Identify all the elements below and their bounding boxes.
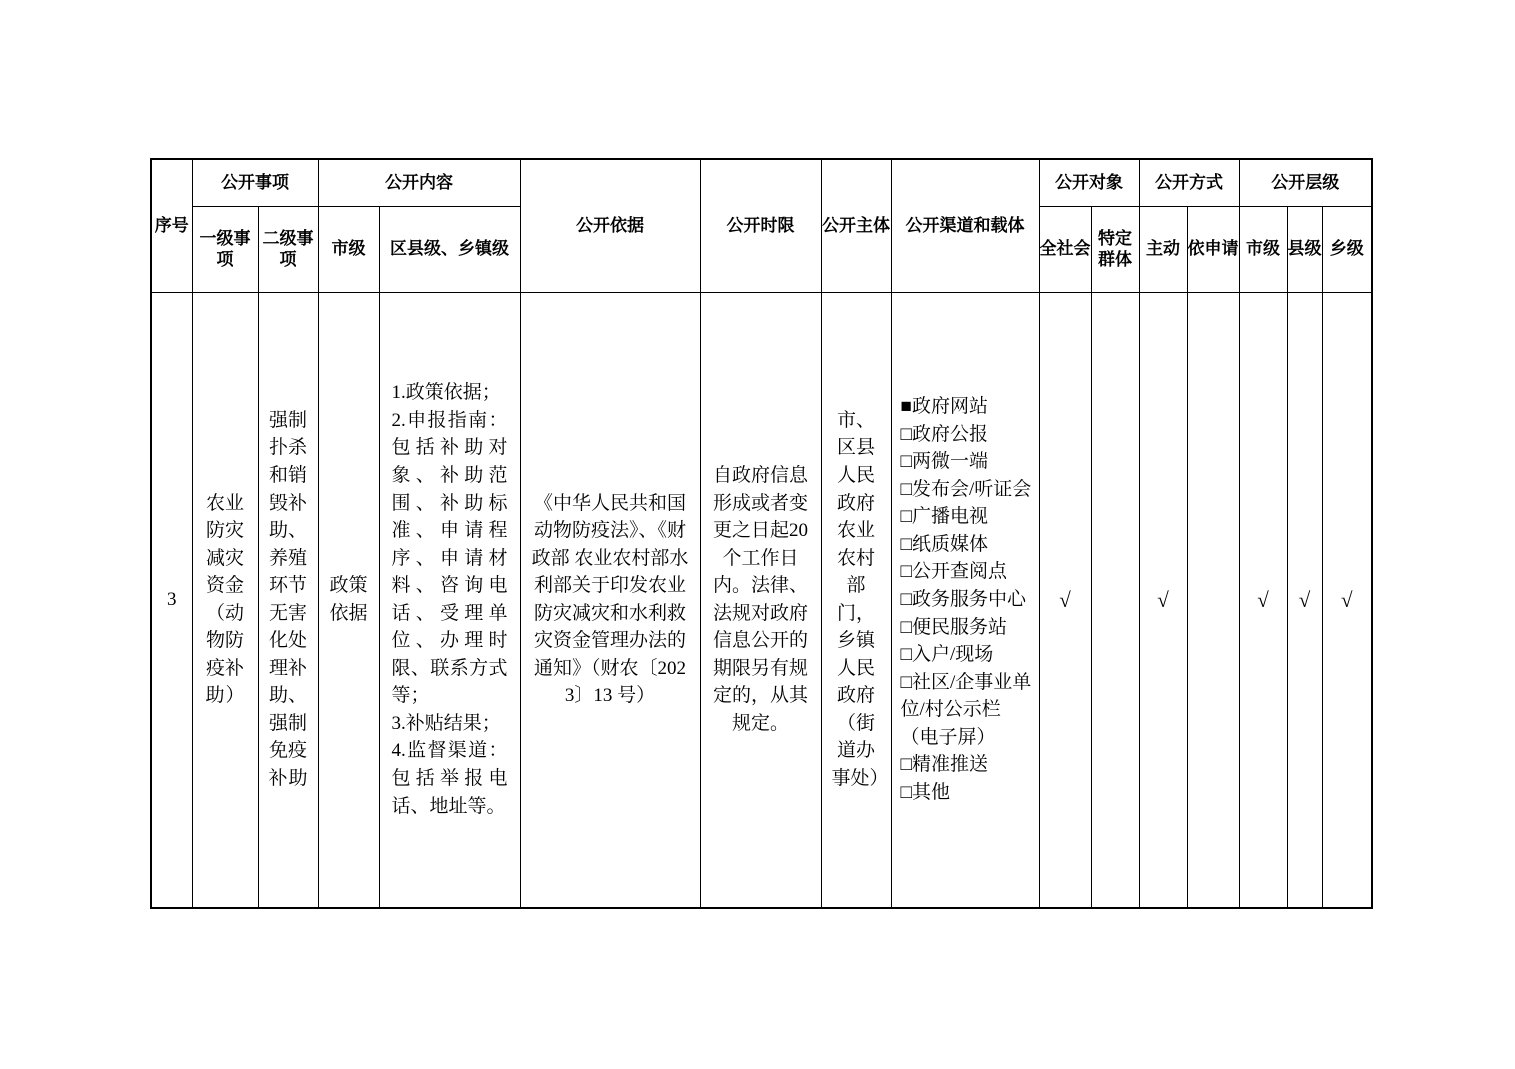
header-levels: 公开层级 bbox=[1239, 159, 1372, 206]
cell-mark-township: √ bbox=[1322, 292, 1372, 908]
channel-label: 政府公报 bbox=[911, 423, 988, 445]
header-serial: 序号 bbox=[151, 159, 192, 292]
channel-item bbox=[901, 751, 1034, 779]
channel-item bbox=[901, 586, 1034, 614]
checkbox-unchecked-icon: □ bbox=[900, 588, 912, 610]
checkbox-unchecked-icon: □ bbox=[900, 533, 912, 555]
cell-mark-county: √ bbox=[1287, 292, 1322, 908]
cell-channels bbox=[891, 292, 1039, 908]
header-disclosure-items: 公开事项 bbox=[192, 159, 318, 206]
channel-label: 两微一端 bbox=[911, 451, 988, 473]
checkbox-unchecked-icon: □ bbox=[900, 561, 912, 583]
channel-item bbox=[901, 531, 1034, 559]
cell-mark-whole-society: √ bbox=[1039, 292, 1091, 908]
channel-item bbox=[901, 393, 1034, 421]
channel-item bbox=[901, 421, 1034, 449]
channel-item bbox=[901, 476, 1034, 504]
header-specific-groups: 特定群体 bbox=[1091, 206, 1139, 292]
channel-label: 发布会/听证会 bbox=[911, 478, 1032, 500]
header-method: 公开方式 bbox=[1139, 159, 1239, 206]
header-proactive: 主动 bbox=[1139, 206, 1187, 292]
header-targets: 公开对象 bbox=[1039, 159, 1139, 206]
cell-mark-upon-request bbox=[1187, 292, 1239, 908]
checkbox-unchecked-icon: □ bbox=[900, 781, 912, 803]
header-disclosure-basis: 公开依据 bbox=[520, 159, 700, 292]
checkbox-unchecked-icon: □ bbox=[900, 451, 912, 473]
cell-level1-item: 农业防灾减灾资金（动物防疫补助） bbox=[192, 292, 258, 908]
channel-label: 公开查阅点 bbox=[911, 561, 1007, 583]
cell-mark-city: √ bbox=[1239, 292, 1287, 908]
channel-label: 社区/企事业单位/村公示栏（电子屏） bbox=[900, 671, 1032, 748]
district-content-paragraph: 3.补贴结果； bbox=[391, 712, 501, 734]
checkbox-unchecked-icon: □ bbox=[900, 478, 912, 500]
channel-label: 政府网站 bbox=[911, 396, 988, 418]
channel-label: 其他 bbox=[911, 781, 950, 803]
channel-label: 精准推送 bbox=[911, 754, 988, 776]
checkbox-unchecked-icon: □ bbox=[900, 506, 912, 528]
disclosure-table bbox=[150, 158, 1373, 909]
channel-label: 便民服务站 bbox=[911, 616, 1007, 638]
header-whole-society: 全社会 bbox=[1039, 206, 1091, 292]
header-city-level: 市级 bbox=[318, 206, 379, 292]
channel-item bbox=[901, 448, 1034, 476]
header-level2-item: 二级事项 bbox=[258, 206, 318, 292]
channel-item bbox=[901, 614, 1034, 642]
cell-mark-proactive: √ bbox=[1139, 292, 1187, 908]
channel-label: 政务服务中心 bbox=[911, 588, 1026, 610]
cell-basis: 《中华人民共和国动物防疫法》、《财政部 农业农村部水利部关于印发农业防灾减灾和水利救灾资金管理办法的通知》（财农〔2023〕13 号） bbox=[520, 292, 700, 908]
checkbox-unchecked-icon: □ bbox=[900, 423, 912, 445]
channel-item bbox=[901, 558, 1034, 586]
channel-item bbox=[901, 503, 1034, 531]
cell-mark-specific-groups bbox=[1091, 292, 1139, 908]
header-level1-item: 一级事项 bbox=[192, 206, 258, 292]
checkbox-unchecked-icon: □ bbox=[900, 671, 912, 693]
header-disclosure-content: 公开内容 bbox=[318, 159, 520, 206]
header-city: 市级 bbox=[1239, 206, 1287, 292]
checkbox-unchecked-icon: □ bbox=[900, 754, 912, 776]
channel-label: 广播电视 bbox=[911, 506, 988, 528]
header-channels: 公开渠道和载体 bbox=[891, 159, 1039, 292]
cell-subject: 市、区县人民政府农业农村部门，乡镇人民政府（街道办事处） bbox=[821, 292, 891, 908]
district-content-paragraph: 2.申报指南：包括补助对象、补助范围、补助标准、申请程序、申请材料、咨询电话、受理单位、办理时限、联系方式等； bbox=[391, 409, 508, 707]
checkbox-checked-icon: ■ bbox=[900, 396, 912, 418]
header-county: 县级 bbox=[1287, 206, 1322, 292]
header-township: 乡级 bbox=[1322, 206, 1372, 292]
header-district-township-level: 区县级、乡镇级 bbox=[379, 206, 520, 292]
checkbox-unchecked-icon: □ bbox=[900, 616, 912, 638]
header-subject: 公开主体 bbox=[821, 159, 891, 292]
checkbox-unchecked-icon: □ bbox=[900, 644, 912, 666]
channel-item bbox=[901, 641, 1034, 669]
cell-time-limit: 自政府信息形成或者变更之日起20个工作日内。法律、法规对政府信息公开的期限另有规定的，从其规定。 bbox=[700, 292, 821, 908]
cell-level2-item: 强制扑杀和销毁补助、养殖环节无害化处理补助、强制免疫补助 bbox=[258, 292, 318, 908]
channel-item bbox=[901, 779, 1034, 807]
cell-district-content bbox=[379, 292, 520, 908]
channel-item bbox=[901, 669, 1034, 752]
channel-label: 入户/现场 bbox=[911, 644, 994, 666]
header-time-limit: 公开时限 bbox=[700, 159, 821, 292]
header-upon-request: 依申请 bbox=[1187, 206, 1239, 292]
cell-serial: 3 bbox=[151, 292, 192, 908]
district-content-paragraph: 1.政策依据； bbox=[391, 382, 501, 404]
channel-label: 纸质媒体 bbox=[911, 533, 988, 555]
cell-city-content: 政策依据 bbox=[318, 292, 379, 908]
district-content-paragraph: 4.监督渠道：包括举报电话、地址等。 bbox=[391, 740, 508, 817]
